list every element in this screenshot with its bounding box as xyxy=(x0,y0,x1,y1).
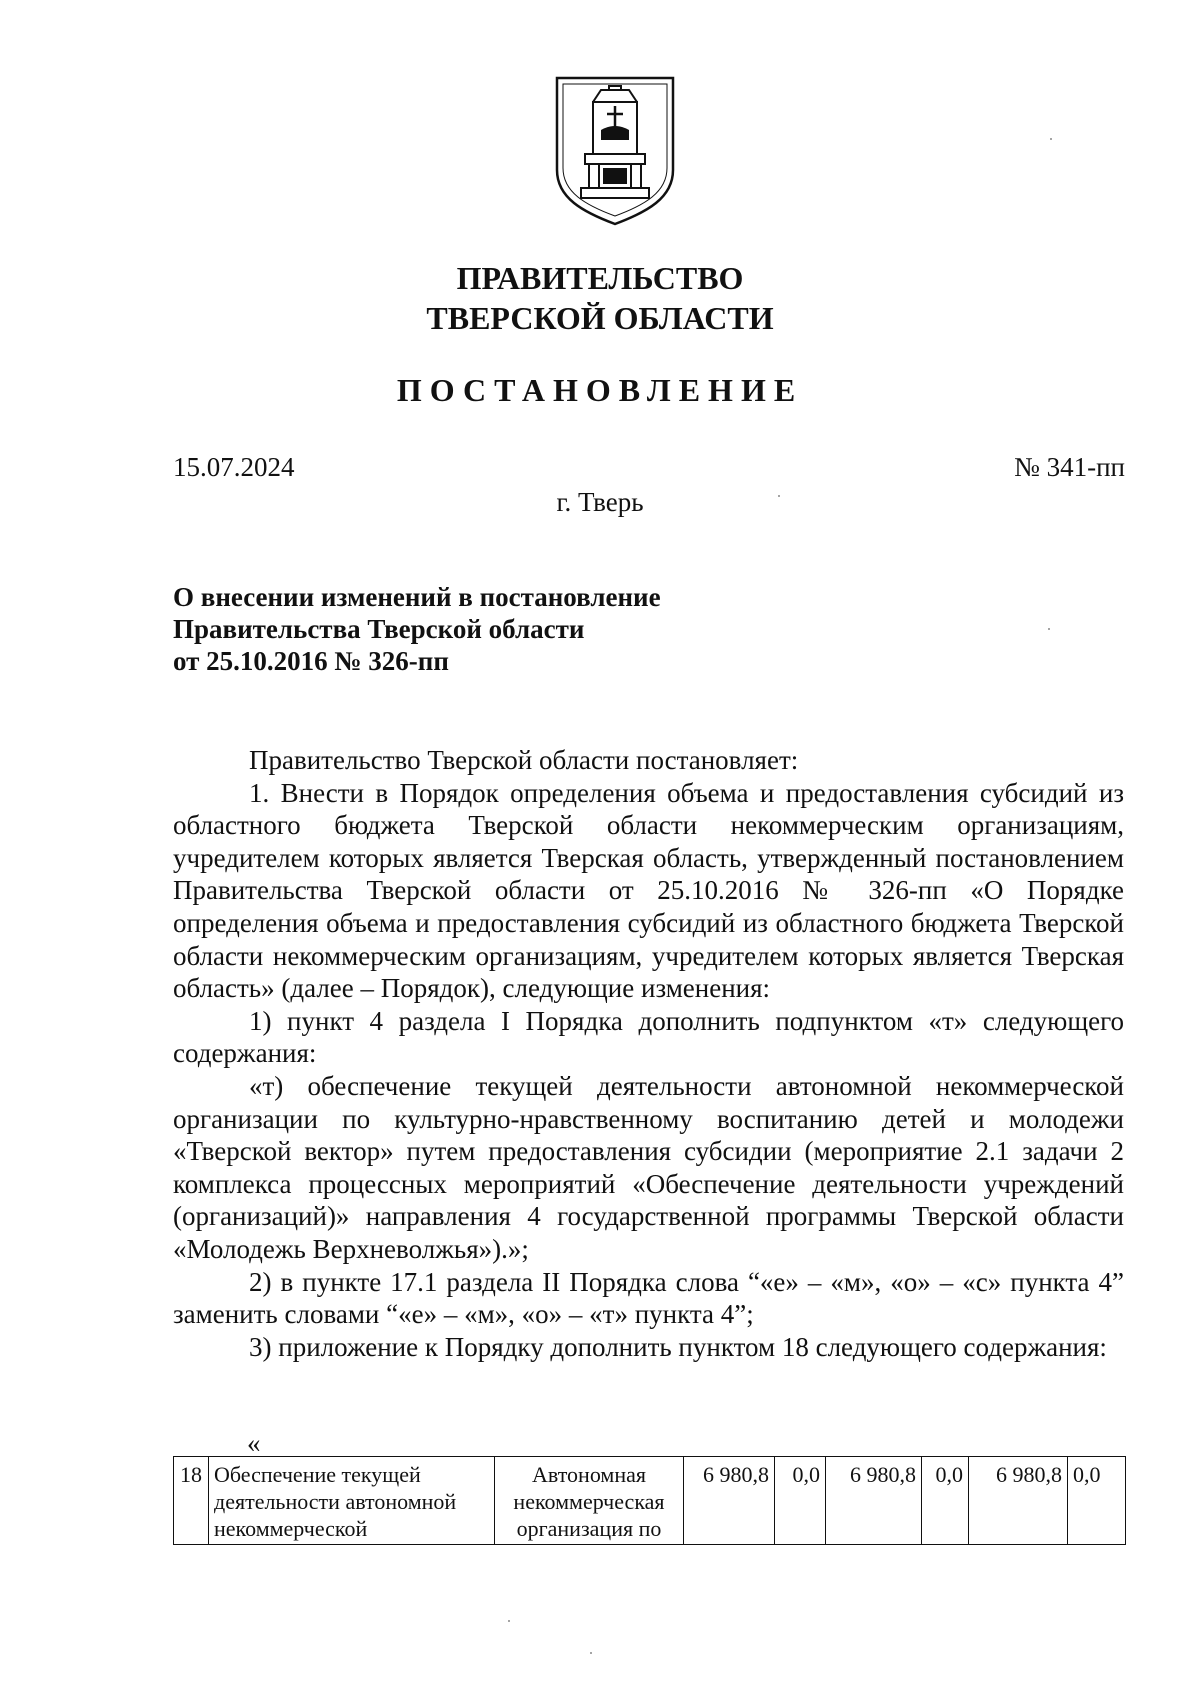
table-cell-organization: Автономная некоммерческая организация по xyxy=(495,1457,684,1545)
subject-line-3: от 25.10.2016 № 326-пп xyxy=(173,646,449,676)
scan-speck xyxy=(590,1652,592,1654)
coat-of-arms-emblem xyxy=(553,74,677,226)
table-cell-value: 0,0 xyxy=(1068,1457,1126,1545)
scan-speck xyxy=(1050,138,1052,140)
table-cell-name: Обеспечение текущей деятельности автономной некоммерческой xyxy=(209,1457,495,1545)
annex-table xyxy=(173,1456,1126,1545)
body-subitem-1: 1) пункт 4 раздела I Порядка дополнить подпунктом «т» следующего содержания: xyxy=(173,1005,1124,1069)
table-cell-value: 6 980,8 xyxy=(684,1457,775,1545)
subject-line-2: Правительства Тверской области xyxy=(173,614,585,644)
body-intro: Правительство Тверской области постановляет: xyxy=(249,745,799,775)
document-city: г. Тверь xyxy=(556,487,644,517)
document-number: № 341-пп xyxy=(1014,452,1125,482)
table-cell-number: 18 xyxy=(174,1457,209,1545)
open-quote-mark: « xyxy=(247,1428,261,1458)
document-body xyxy=(173,744,1124,1363)
table-row xyxy=(174,1457,1126,1545)
document-type: ПОСТАНОВЛЕНИЕ xyxy=(396,372,804,408)
org-name-line-1: ПРАВИТЕЛЬСТВО xyxy=(456,260,744,296)
document-subject xyxy=(173,581,661,677)
body-subitem-2: 2) в пункте 17.1 раздела II Порядка слова “«е» – «м», «о» – «с» пункта 4” заменить словами “«е» – «м», «о» – «т» пункта 4”; xyxy=(173,1266,1124,1330)
body-subitem-3: 3) приложение к Порядку дополнить пунктом 18 следующего содержания: xyxy=(249,1331,1107,1362)
scan-speck xyxy=(508,1620,510,1622)
table-cell-value: 6 980,8 xyxy=(826,1457,922,1545)
table-cell-value: 0,0 xyxy=(922,1457,969,1545)
body-item-1: 1. Внести в Порядок определения объема и предоставления субсидий из областного бюджета Тверской области некоммерческим организациям, учредителем которых является Тверская область, утвержденный постановлением Правительства Тверской области от 25.10.2016 № 326-пп «О Порядке определения объема и предоставления субсидий из областного бюджета Тверской области некоммерческим организациям, учредителем которых является Тверская область» (далее – Порядок), следующие изменения: xyxy=(173,777,1124,1004)
subject-line-1: О внесении изменений в постановление xyxy=(173,582,661,612)
document-date: 15.07.2024 xyxy=(173,452,295,482)
org-name-line-2: ТВЕРСКОЙ ОБЛАСТИ xyxy=(426,300,774,336)
table-cell-value: 0,0 xyxy=(775,1457,826,1545)
scan-speck xyxy=(778,495,780,497)
scan-speck xyxy=(1048,628,1050,630)
body-subitem-1-quote: «т) обеспечение текущей деятельности автономной некоммерческой организации по культурно-нравственному воспитанию детей и молодежи «Тверской вектор» путем предоставления субсидии (мероприятие 2.1 задачи 2 комплекса процессных мероприятий «Обеспечение деятельности учреждений (организаций)» направления 4 государственной программы Тверской области «Молодежь Верхневолжья»).»; xyxy=(173,1070,1124,1264)
table-cell-value: 6 980,8 xyxy=(969,1457,1068,1545)
